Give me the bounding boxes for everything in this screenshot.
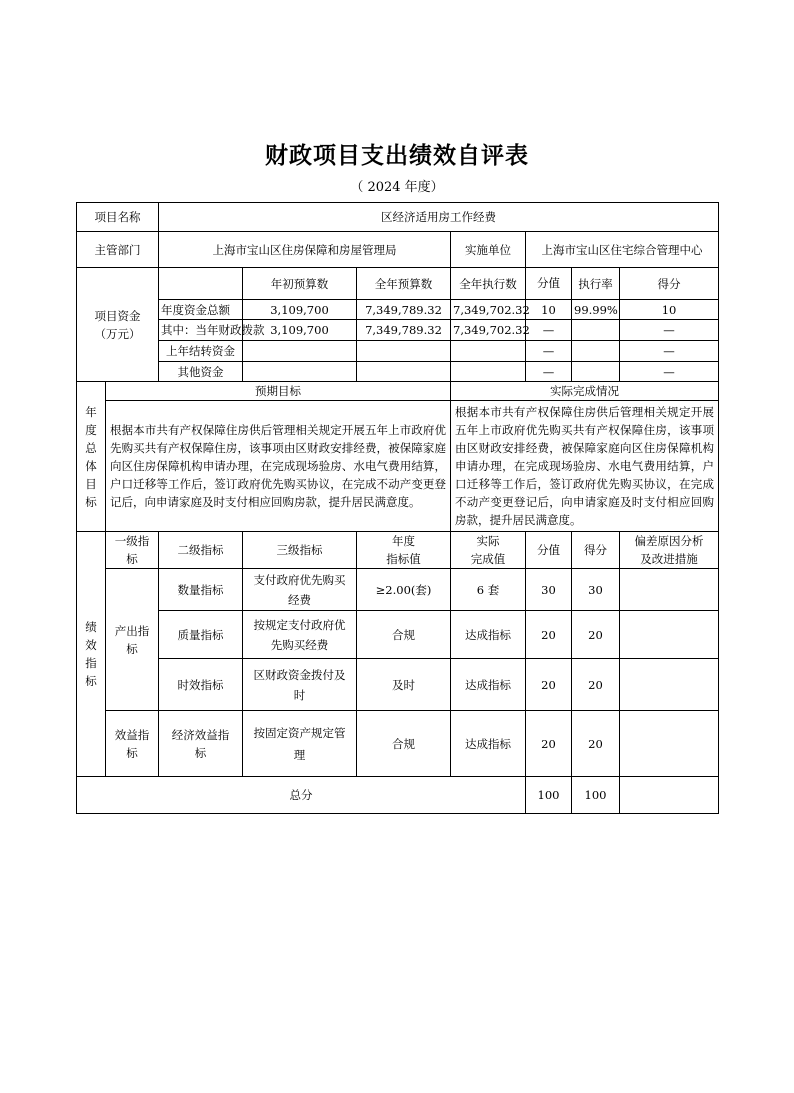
indicator-level2: 经济效益指 标 <box>159 711 243 777</box>
indicator-analysis <box>620 711 719 777</box>
indicator-actual: 达成指标 <box>451 611 526 659</box>
funds-row-annual <box>357 341 451 362</box>
funds-row-executed: 7,349,702.32 <box>451 320 526 341</box>
expected-goal-label: 预期目标 <box>106 382 451 401</box>
indicator-weight: 20 <box>526 659 572 711</box>
page-title: 财政项目支出绩效自评表 <box>265 142 529 169</box>
indicator-actual: 达成指标 <box>451 659 526 711</box>
indicator-score: 20 <box>572 711 620 777</box>
project-name-value: 区经济适用房工作经费 <box>159 203 719 232</box>
funds-row-executed <box>451 362 526 382</box>
total-score: 100 <box>572 777 620 814</box>
funds-row-annual <box>357 362 451 382</box>
funds-header-blank <box>159 268 243 300</box>
ind-header-level3: 三级指标 <box>243 532 357 569</box>
funds-row-name: 上年结转资金 <box>159 341 243 362</box>
funds-row <box>77 320 719 341</box>
indicator-target: ≥2.00(套) <box>357 569 451 611</box>
indicator-level3: 区财政资金拨付及 时 <box>243 659 357 711</box>
unit-value: 上海市宝山区住宅综合管理中心 <box>526 232 719 268</box>
funds-row-initial: 3,109,700 <box>243 300 357 320</box>
project-name-row <box>77 203 719 232</box>
funds-row-score: 10 <box>620 300 719 320</box>
indicator-actual: 达成指标 <box>451 711 526 777</box>
department-row <box>77 232 719 268</box>
indicator-row <box>77 569 719 611</box>
total-label: 总分 <box>77 777 526 814</box>
dept-label: 主管部门 <box>77 232 159 268</box>
funds-row <box>77 341 719 362</box>
ind-header-target: 年度 指标值 <box>357 532 451 569</box>
funds-row-score: — <box>620 320 719 341</box>
funds-row-rate: 99.99% <box>572 300 620 320</box>
expected-goal-text: 根据本市共有产权保障住房供后管理相关规定开展五年上市政府优先购买共有产权保障住房，该事项由区财政安排经费，被保障家庭向区住房保障机构申请办理，在完成现场验房、水电气费用结算，户口迁移等工作后，签订政府优先购买协议，在完成不动产变更登记后，向申请家庭及时支付相应回购房款，提升居民满意度。 <box>106 401 451 532</box>
funds-row-name: 年度资金总额 <box>159 300 243 320</box>
indicator-target: 及时 <box>357 659 451 711</box>
funds-row-name: 其中：当年财政拨款 <box>159 320 243 341</box>
funds-row-initial: 3,109,700 <box>243 320 357 341</box>
ind-header-level2: 二级指标 <box>159 532 243 569</box>
funds-row-weight: — <box>526 341 572 362</box>
funds-row-score: — <box>620 341 719 362</box>
indicator-level2: 时效指标 <box>159 659 243 711</box>
ind-header-level1: 一级指 标 <box>106 532 159 569</box>
indicator-score: 30 <box>572 569 620 611</box>
ind-header-analysis: 偏差原因分析 及改进措施 <box>620 532 719 569</box>
funds-row-initial <box>243 341 357 362</box>
funds-header-rate: 执行率 <box>572 268 620 300</box>
indicator-actual: 6 套 <box>451 569 526 611</box>
indicators-header-row <box>77 532 719 569</box>
indicator-level3: 支付政府优先购买 经费 <box>243 569 357 611</box>
funds-header-executed: 全年执行数 <box>451 268 526 300</box>
benefit-indicator-label: 效益指 标 <box>106 711 159 777</box>
indicator-row <box>77 659 719 711</box>
actual-completion-label: 实际完成情况 <box>451 382 719 401</box>
funds-header-row <box>77 268 719 300</box>
output-indicator-label: 产出指 标 <box>106 569 159 711</box>
funds-row-executed: 7,349,702.32 <box>451 300 526 320</box>
funds-row-weight: 10 <box>526 300 572 320</box>
indicator-analysis <box>620 569 719 611</box>
goals-text-row <box>77 401 719 532</box>
ind-header-actual: 实际 完成值 <box>451 532 526 569</box>
unit-label: 实施单位 <box>451 232 526 268</box>
indicator-weight: 20 <box>526 611 572 659</box>
funds-row <box>77 362 719 382</box>
funds-row-name: 其他资金 <box>159 362 243 382</box>
indicator-score: 20 <box>572 611 620 659</box>
indicator-level2: 数量指标 <box>159 569 243 611</box>
total-row <box>77 777 719 814</box>
funds-header-score: 得分 <box>620 268 719 300</box>
indicators-label: 绩 效 指 标 <box>77 532 106 777</box>
indicator-row <box>77 611 719 659</box>
funds-row-initial <box>243 362 357 382</box>
funds-row-rate <box>572 320 620 341</box>
indicator-row <box>77 711 719 777</box>
indicator-score: 20 <box>572 659 620 711</box>
ind-header-weight: 分值 <box>526 532 572 569</box>
total-analysis <box>620 777 719 814</box>
funds-row-rate <box>572 362 620 382</box>
funds-row-score: — <box>620 362 719 382</box>
funds-row-weight: — <box>526 320 572 341</box>
dept-value: 上海市宝山区住房保障和房屋管理局 <box>159 232 451 268</box>
indicator-target: 合规 <box>357 711 451 777</box>
indicator-level3: 按固定资产规定管 理 <box>243 711 357 777</box>
funds-row-executed <box>451 341 526 362</box>
indicator-level3: 按规定支付政府优 先购买经费 <box>243 611 357 659</box>
funds-header-weight: 分值 <box>526 268 572 300</box>
funds-row-weight: — <box>526 362 572 382</box>
funds-header-annual: 全年预算数 <box>357 268 451 300</box>
project-name-label: 项目名称 <box>77 203 159 232</box>
report-year: （ 2024 年度） <box>350 180 444 195</box>
indicator-analysis <box>620 611 719 659</box>
funds-row-rate <box>572 341 620 362</box>
funds-row-annual: 7,349,789.32 <box>357 320 451 341</box>
funds-row <box>77 300 719 320</box>
total-weight: 100 <box>526 777 572 814</box>
funds-header-initial: 年初预算数 <box>243 268 357 300</box>
indicator-weight: 30 <box>526 569 572 611</box>
funds-label: 项目资金 （万元） <box>77 268 159 382</box>
indicator-level2: 质量指标 <box>159 611 243 659</box>
indicator-weight: 20 <box>526 711 572 777</box>
actual-completion-text: 根据本市共有产权保障住房供后管理相关规定开展五年上市政府优先购买共有产权保障住房，该事项由区财政安排经费，被保障家庭向区住房保障机构申请办理，在完成现场验房、水电气费用结算，户口迁移等工作后，签订政府优先购买协议，在完成不动产变更登记后，向申请家庭及时支付相应回购房款，提升居民满意度。 <box>451 401 719 532</box>
indicator-analysis <box>620 659 719 711</box>
goals-label: 年 度 总 体 目 标 <box>77 382 106 532</box>
ind-header-score: 得分 <box>572 532 620 569</box>
evaluation-table <box>76 202 719 814</box>
goals-header-row <box>77 382 719 401</box>
indicator-target: 合规 <box>357 611 451 659</box>
funds-row-annual: 7,349,789.32 <box>357 300 451 320</box>
